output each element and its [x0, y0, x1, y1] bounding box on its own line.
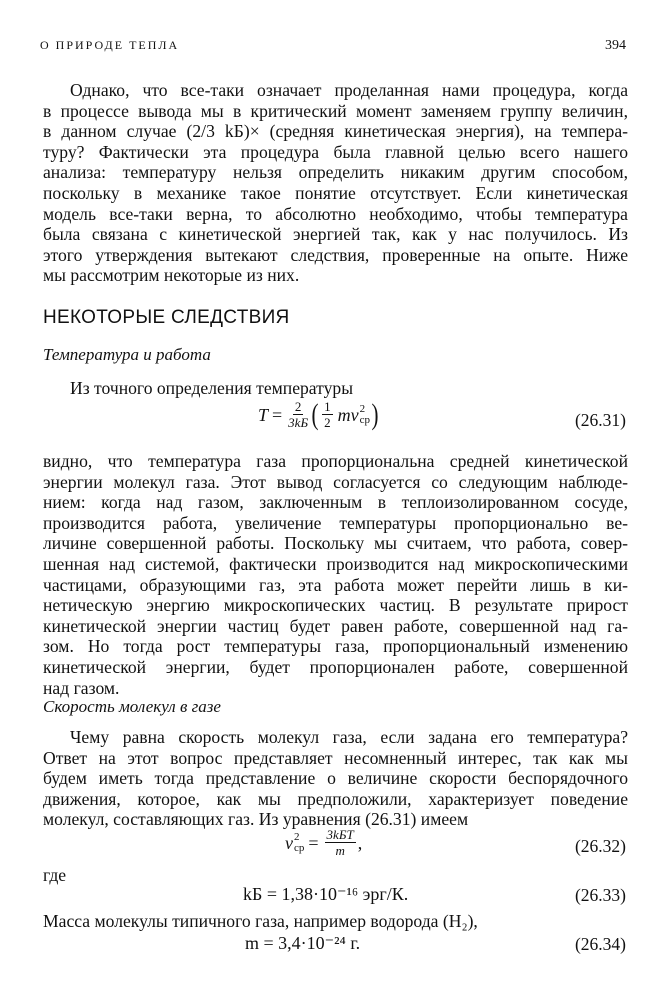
page-number: 394 — [605, 38, 626, 53]
text-line: туру? Фактически эта процедура была главной целью всего нашего — [43, 141, 628, 162]
eq-subscript: ср — [359, 414, 371, 426]
text-line: Чему равна скорость молекул газа, если задана его температура? — [70, 727, 628, 747]
text-line: кинетической энергии частиц будет равен работе, совершенной над га- — [43, 615, 628, 636]
fraction-denominator: 3kБ — [288, 415, 309, 430]
equation-number: (26.34) — [574, 934, 626, 954]
running-head: О ПРИРОДЕ ТЕПЛА — [40, 38, 180, 52]
eq-lhs: T — [258, 404, 269, 425]
right-paren: ) — [371, 398, 379, 431]
eq-superscript: 2 — [294, 831, 300, 843]
equation-26-34 — [245, 933, 360, 954]
where-word — [43, 865, 628, 886]
left-paren: ( — [311, 398, 319, 431]
lead-line — [43, 378, 628, 399]
equation-number: (26.32) — [574, 836, 626, 856]
eq-subscript: ср — [294, 842, 305, 854]
eq-sign: = — [308, 832, 319, 853]
text-line: Из точного определения температуры — [70, 378, 354, 398]
text-line: личине совершенной работы. Поскольку мы считаем, что работа, совер- — [43, 533, 628, 554]
section-title: НЕКОТОРЫЕ СЛЕДСТВИЯ — [43, 307, 290, 328]
text-line: зом. Но тогда рост температуры газа, пропорциональный изменению — [43, 636, 628, 657]
text-line: энергии молекул газа. Этот вывод согласуется со следующим наблюде- — [43, 471, 628, 492]
text-line: мы рассмотрим некоторые из них. — [43, 265, 300, 286]
equation-26-33 — [243, 884, 408, 905]
fraction-numerator: 2 — [294, 399, 302, 414]
fraction-numerator: 1 — [324, 399, 331, 414]
text-line: анализа: температуру нельзя определить никаким другим способом, — [43, 162, 628, 183]
equation-26-31 — [258, 400, 380, 430]
eq-scripts — [360, 404, 370, 426]
inner-fraction — [322, 400, 333, 430]
fraction — [325, 828, 356, 858]
eq-text: m = 3,4·10⁻²⁴ г. — [245, 933, 361, 953]
text-line: этого утверждения вытекают следствия, проверенные на опыте. Ниже — [43, 244, 628, 265]
eq-lhs: v — [285, 832, 293, 853]
text-line: Ответ на этот вопрос представляет несомненный интерес, так как мы — [43, 747, 628, 768]
text-line: модель все-таки верна, то абсолютно необходимо, чтобы температура — [43, 203, 628, 224]
subsection-title-molecule-speed: Скорость молекул в газе — [43, 697, 221, 716]
text-line: будем иметь тогда представление о величине скорости беспорядочного — [43, 768, 628, 789]
equation-number: (26.31) — [574, 410, 626, 430]
text-line: Однако, что все-таки означает проделанная нами процедура, когда — [70, 80, 628, 100]
fraction — [288, 400, 308, 430]
text-line: частицами, образующими газ, эта работа может перейти лишь в ки- — [43, 574, 628, 595]
equation-number: (26.33) — [574, 885, 626, 905]
eq-scripts — [294, 832, 304, 854]
eq-tail: , — [357, 832, 363, 853]
paragraph-temperature-work — [43, 451, 628, 698]
text-line: над газом. — [43, 677, 120, 698]
fraction-denominator: m — [335, 843, 345, 858]
fraction-denominator: 2 — [324, 415, 331, 430]
subsection-title-temperature-work: Температура и работа — [43, 345, 211, 364]
text-line: производится работа, увеличение температуры пропорционально ве- — [43, 512, 628, 533]
eq-term: mv — [337, 404, 359, 425]
text-line: молекул, составляющих газ. Из уравнения (26.31) имеем — [43, 809, 469, 830]
eq-sign: = — [272, 404, 283, 425]
equation-26-32 — [285, 828, 362, 858]
text-line: нетическую энергию микроскопических частиц. В результате прирост — [43, 595, 628, 616]
text-line: движения, которое, как мы предположили, характеризует поведение — [43, 788, 628, 809]
text-line: кинетической энергии, будет пропорционален работе, совершенной — [43, 656, 628, 677]
text-line: поскольку в механике такое понятие отсутствует. Если кинетическая — [43, 182, 628, 203]
text-line: видно, что температура газа пропорциональна средней кинетической — [43, 451, 628, 471]
text-line: в процессе вывода мы в критический момент заменяем группу величин, — [43, 100, 628, 121]
page-header — [40, 38, 626, 54]
intro-paragraph — [43, 80, 628, 286]
text-line: в данном случае (2/3 kБ)× (средняя кинетическая энергия), на темпера- — [43, 121, 628, 142]
text-line: где — [43, 865, 67, 885]
paragraph-molecule-speed — [43, 727, 628, 830]
text-line: была связана с кинетической энергией так, как у нас получилось. Из — [43, 224, 628, 245]
eq-superscript: 2 — [359, 403, 366, 415]
text-line: шенная над системой, фактически производится над микроскопическими — [43, 553, 628, 574]
mass-line — [43, 911, 628, 932]
fraction-numerator: 3kБT — [326, 827, 354, 842]
text-line: нием: когда над газом, заключенным в теплоизолированном сосуде, — [43, 492, 628, 513]
eq-text: kБ = 1,38·10⁻¹⁶ эрг/К. — [243, 884, 409, 904]
text-line: Масса молекулы типичного газа, например водорода (H₂), — [43, 911, 478, 931]
